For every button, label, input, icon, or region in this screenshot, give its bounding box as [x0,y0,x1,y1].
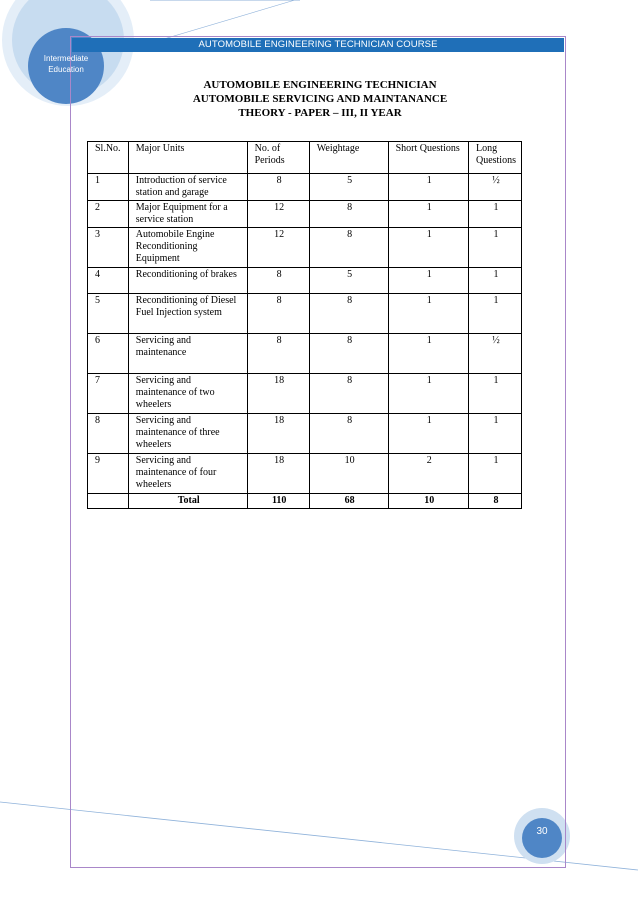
table-row [88,201,522,228]
table-row [88,374,522,414]
long-questions-cell: 1 [468,294,521,334]
intermediate-education-logo [30,53,102,75]
document-title [120,78,520,120]
title-line-1: AUTOMOBILE ENGINEERING TECHNICIAN [203,79,437,91]
sl-no-cell: 5 [88,294,129,334]
periods-cell: 18 [247,454,309,494]
periods-cell: 12 [247,228,309,268]
short-questions-cell: 1 [388,294,468,334]
weightage-cell: 10 [309,454,388,494]
unit-cell: Major Equipment for a service station [128,201,247,228]
unit-cell: Reconditioning of brakes [128,268,247,294]
title-line-3: THEORY - PAPER – III, II YEAR [238,107,402,119]
page-number: 30 [536,826,548,837]
long-questions-cell: 1 [468,268,521,294]
total-long-cell: 8 [468,494,521,509]
periods-cell: 18 [247,374,309,414]
long-questions-cell: 1 [468,374,521,414]
table-header-row [88,142,522,174]
short-questions-cell: 1 [388,174,468,201]
sl-no-cell: 3 [88,228,129,268]
unit-cell: Introduction of service station and garage [128,174,247,201]
long-questions-cell: ½ [468,334,521,374]
table-row [88,228,522,268]
periods-cell: 8 [247,174,309,201]
total-empty-cell [88,494,129,509]
total-periods-cell: 110 [247,494,309,509]
weightage-cell: 8 [309,201,388,228]
short-questions-cell: 1 [388,228,468,268]
weightage-cell: 8 [309,228,388,268]
long-questions-cell: ½ [468,174,521,201]
unit-cell: Servicing and maintenance of three wheelers [128,414,247,454]
sl-no-cell: 8 [88,414,129,454]
weightage-cell: 8 [309,414,388,454]
periods-cell: 8 [247,268,309,294]
short-questions-cell: 1 [388,374,468,414]
weightage-cell: 8 [309,294,388,334]
table-row [88,454,522,494]
course-banner: AUTOMOBILE ENGINEERING TECHNICIAN COURSE [72,38,564,52]
weightage-cell: 5 [309,268,388,294]
table-row [88,268,522,294]
total-label-cell: Total [128,494,247,509]
short-questions-cell: 1 [388,334,468,374]
sl-no-cell: 7 [88,374,129,414]
total-short-cell: 10 [388,494,468,509]
weightage-cell: 5 [309,174,388,201]
column-header: Major Units [128,142,247,174]
periods-cell: 8 [247,334,309,374]
logo-line-1: Intermediate [43,54,89,63]
unit-cell: Reconditioning of Diesel Fuel Injection system [128,294,247,334]
sl-no-cell: 6 [88,334,129,374]
column-header: No. of Periods [247,142,309,174]
periods-cell: 18 [247,414,309,454]
short-questions-cell: 1 [388,414,468,454]
table-body [88,174,522,509]
periods-cell: 12 [247,201,309,228]
title-line-2: AUTOMOBILE SERVICING AND MAINTANANCE [192,93,448,105]
sl-no-cell: 4 [88,268,129,294]
short-questions-cell: 2 [388,454,468,494]
logo-line-2: Education [48,65,84,74]
table-row [88,174,522,201]
column-header: Weightage [309,142,388,174]
total-weightage-cell: 68 [309,494,388,509]
table-row [88,334,522,374]
periods-cell: 8 [247,294,309,334]
table-row [88,294,522,334]
sl-no-cell: 1 [88,174,129,201]
long-questions-cell: 1 [468,454,521,494]
sl-no-cell: 2 [88,201,129,228]
column-header: Short Questions [388,142,468,174]
units-table [87,141,522,509]
long-questions-cell: 1 [468,228,521,268]
unit-cell: Servicing and maintenance of four wheelers [128,454,247,494]
unit-cell: Servicing and maintenance of two wheelers [128,374,247,414]
long-questions-cell: 1 [468,201,521,228]
weightage-cell: 8 [309,374,388,414]
short-questions-cell: 1 [388,201,468,228]
unit-cell: Automobile Engine Reconditioning Equipment [128,228,247,268]
unit-cell: Servicing and maintenance [128,334,247,374]
column-header: Sl.No. [88,142,129,174]
sl-no-cell: 9 [88,454,129,494]
column-header: Long Questions [468,142,521,174]
total-row [88,494,522,509]
weightage-cell: 8 [309,334,388,374]
table-row [88,414,522,454]
short-questions-cell: 1 [388,268,468,294]
long-questions-cell: 1 [468,414,521,454]
